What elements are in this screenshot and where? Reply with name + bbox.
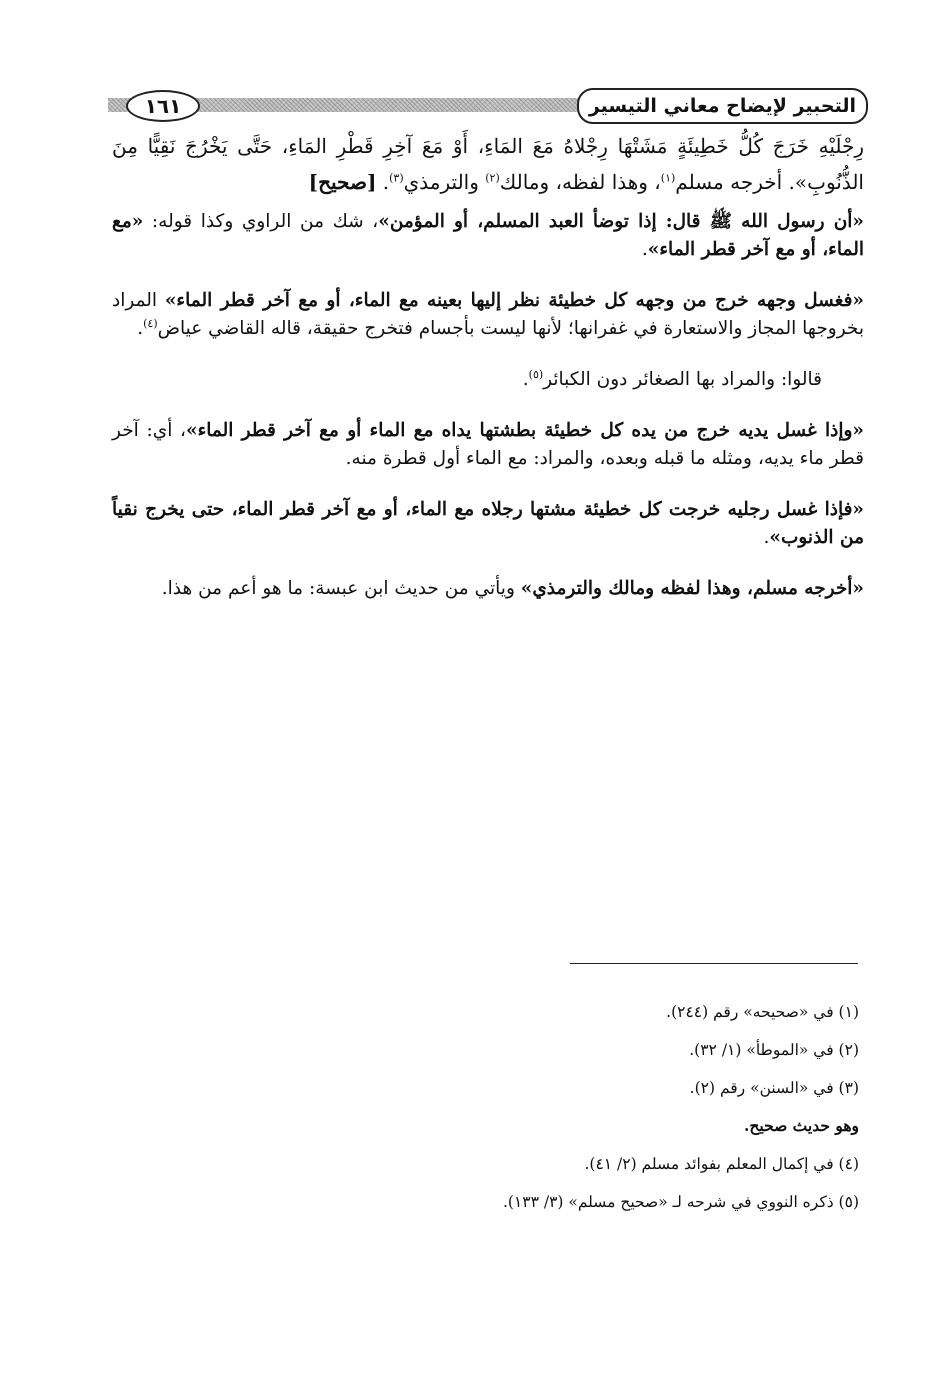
hadith-text — [112, 128, 864, 200]
quote-5: «فإذا غسل رجليه خرجت كل خطيئة مشتها رجلاه مع الماء، أو مع آخر قطر الماء، حتى يخرج نقياً من الذنوب» — [112, 499, 864, 548]
commentary-3: قالوا: والمراد بها الصغائر دون الكبائر — [543, 369, 822, 390]
quote-2: «فغسل وجهه خرج من وجهه كل خطيئة نظر إليها بعينه مع الماء، أو مع آخر قطر الماء» — [164, 290, 864, 311]
commentary-paragraph-4 — [112, 417, 864, 473]
quote-6: «أخرجه مسلم، وهذا لفظه ومالك والترمذي» — [520, 578, 864, 599]
commentary-2: المراد بخروجها المجاز والاستعارة في غفرانها؛ لأنها ليست بأجسام فتخرج حقيقة، قاله القاضي عياض — [112, 290, 864, 339]
footnote-ref-4[interactable]: (٤) — [143, 316, 158, 330]
page-header — [108, 88, 866, 126]
end-2: . — [137, 318, 144, 339]
hadith-line-1: رِجْلَيْهِ خَرَجَ كُلُّ خَطِيئَةٍ مَشَتْهَا رِجْلاهُ مَعَ المَاءِ، أَوْ مَعَ آخِرِ قَطْرِ المَاءِ، حَتَّى يَخْرُجَ نَقِيًّا مِنَ — [112, 134, 864, 158]
main-text — [112, 128, 864, 626]
commentary-paragraph-6 — [112, 575, 864, 603]
commentary-1: ، شك من الراوي وكذا قوله: — [151, 211, 379, 232]
hadith-line-2-part-d: . — [376, 170, 390, 194]
quote-4: «وإذا غسل يديه خرج من يده كل خطيئة بطشتها يداه مع الماء أو مع آخر قطر الماء» — [186, 420, 864, 441]
end-5: . — [763, 527, 770, 548]
footnote-4: (٤) في إكمال المعلم بفوائد مسلم (٢/ ٤١). — [584, 1155, 859, 1173]
book-title: التحبير لإيضاح معاني التيسير — [577, 88, 868, 124]
footnote-ref-5[interactable]: (٥) — [528, 367, 544, 381]
end-1: . — [641, 239, 648, 260]
commentary-paragraph-1 — [112, 208, 864, 264]
end-3: . — [522, 369, 529, 390]
commentary-4: ، أي: آخر قطر ماء يديه، ومثله ما قبله وبعده، والمراد: مع الماء أول قطرة منه. — [112, 420, 864, 469]
footnote-ref-1[interactable]: (١) — [660, 171, 676, 185]
quote-1b: «مع الماء، أو مع آخر قطر الماء» — [112, 211, 864, 260]
commentary-paragraph-5 — [112, 496, 864, 552]
hadith-line-2-part-b: ، وهذا لفظه، ومالك — [499, 170, 661, 194]
page-number: ١٦١ — [126, 90, 200, 122]
footnote-separator — [570, 963, 858, 964]
grading-label: [صحيح] — [308, 170, 377, 194]
footnote-3: (٣) في «السنن» رقم (٢). — [689, 1079, 859, 1097]
footnote-5: (٥) ذكره النووي في شرحه لـ «صحيح مسلم» (٣/ ١٣٣). — [502, 1193, 859, 1211]
footnote-1: (١) في «صحيحه» رقم (٢٤٤). — [666, 1003, 859, 1021]
quote-1: «أن رسول الله ﷺ قال: إذا توضأ العبد المسلم، أو المؤمن» — [378, 211, 864, 232]
footnote-grading: وهو حديث صحيح. — [744, 1116, 859, 1135]
footnote-2: (٢) في «الموطأ» (١/ ٣٢). — [689, 1041, 859, 1059]
footnote-ref-2[interactable]: (٢) — [485, 171, 500, 185]
commentary-paragraph-2 — [112, 287, 864, 343]
hadith-line-2-part-c: والترمذي — [403, 170, 486, 194]
hadith-line-2 — [309, 170, 864, 194]
footnote-ref-3[interactable]: (٣) — [389, 171, 404, 185]
footnotes — [159, 1000, 859, 1228]
commentary-6: ويأتي من حديث ابن عبسة: ما هو أعم من هذا. — [161, 578, 521, 599]
hadith-line-2-part-a: الذُّنُوبِ». أخرجه مسلم — [675, 170, 864, 194]
commentary-paragraph-3 — [112, 366, 864, 394]
